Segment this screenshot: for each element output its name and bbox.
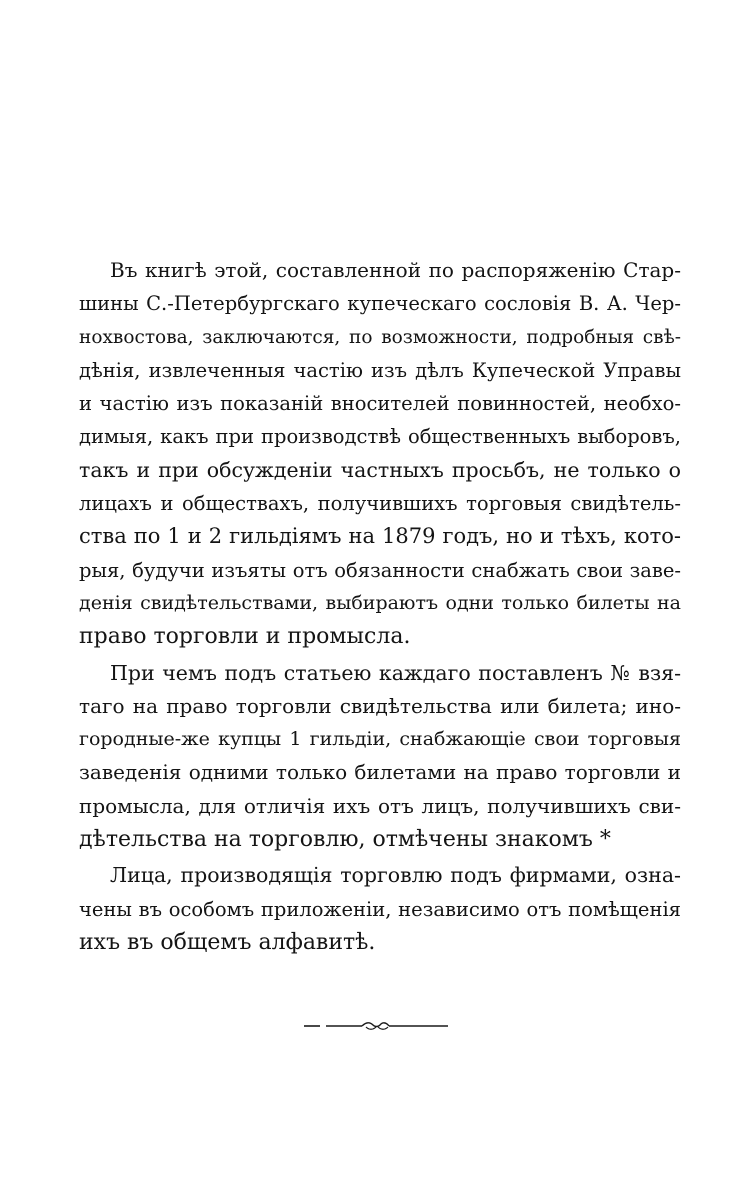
text-line: городные-же купцы 1 гильдіи, снабжающіе свои торговыя (79, 728, 681, 751)
paragraph (79, 657, 681, 857)
text-line: Въ книгѣ этой, составленной по распоряженію Стар- (110, 258, 681, 282)
text-line: такъ и при обсужденіи частныхъ просьбъ, не только о (79, 457, 681, 482)
text-line: и частію изъ показаній вносителей повинностей, необхо- (79, 392, 681, 416)
text-line: ихъ въ общемъ алфавитѣ. (79, 929, 376, 955)
text-line: рыя, будучи изъяты отъ обязанности снабжать свои заве- (79, 558, 681, 582)
text-line: таго на право торговли свидѣтельства или билета; ино- (79, 693, 681, 718)
text-line: Лица, производящія торговлю подъ фирмами, озна- (110, 863, 681, 888)
ornament-divider-icon (300, 1016, 452, 1036)
text-line: денія свидѣтельствами, выбираютъ одни только билеты на (79, 591, 681, 614)
text-line: димыя, какъ при производствѣ общественныхъ выборовъ, (79, 425, 681, 449)
preface-text (79, 254, 681, 959)
text-line: лицахъ и обществахъ, получившихъ торговыя свидѣтель- (79, 492, 681, 516)
text-line: шины С.-Петербургскаго купеческаго сословія В. А. Чер- (79, 292, 681, 316)
text-line: промысла, для отличія ихъ отъ лицъ, получившихъ сви- (79, 793, 681, 818)
text-line: дѣнія, извлеченныя частію изъ дѣлъ Купеческой Управы (79, 358, 681, 382)
paragraph (79, 859, 681, 959)
text-line: ства по 1 и 2 гильдіямъ на 1879 годъ, но и тѣхъ, кото- (79, 524, 681, 549)
text-line: дѣтельства на торговлю, отмѣчены знакомъ * (79, 827, 611, 853)
text-line: При чемъ подъ статьею каждаго поставленъ № взя- (110, 660, 681, 685)
text-line: чены въ особомъ приложеніи, независимо отъ помѣщенія (79, 897, 681, 921)
text-line: заведенія одними только билетами на право торговли и (79, 760, 681, 785)
text-line: нохвостова, заключаются, по возможности, подробныя свѣ- (79, 326, 681, 348)
text-line: право торговли и промысла. (79, 624, 411, 650)
paragraph (79, 254, 681, 654)
